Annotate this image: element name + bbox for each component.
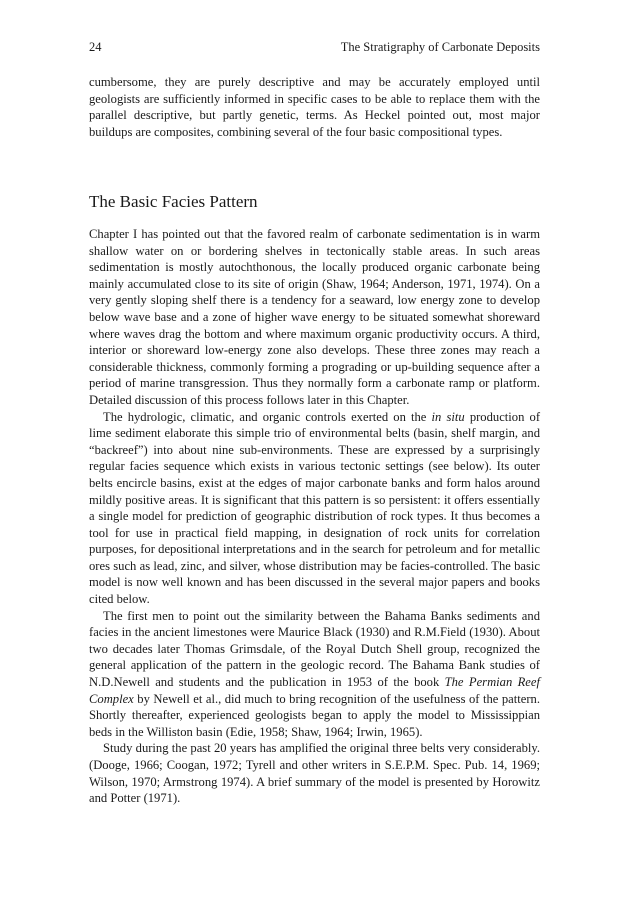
paragraph-2 xyxy=(89,409,540,608)
paragraph-2-text-a: The hydrologic, climatic, and organic controls exerted on the xyxy=(103,409,432,424)
body-text-block xyxy=(89,226,540,807)
intro-text-block xyxy=(89,74,540,140)
page-number: 24 xyxy=(89,40,102,54)
paragraph-3 xyxy=(89,608,540,741)
paragraph-2-text-b: production of lime sediment elaborate this simple trio of environmental belts (basin, shelf margin, and “backreef”) into about nine sub-environments. These are expressed by a surprisingly regular facies sequence which exists in various tectonic settings (see below). Its outer belts encircle basins, exist at the edges of major carbonate banks and form halos around mildly positive areas. It is significant that this pattern is so persistent: it offers essentially a single model for prediction of geographic distribution of rock types. It thus becomes a tool for use in practical field mapping, in designation of rock units for correlation purposes, for depositional interpretations and in the search for petroleum and for metallic ores such as lead, zinc, and silver, whose distribution may be facies-controlled. The basic model is now well known and has been discussed in the several major papers and books cited below. xyxy=(89,409,541,607)
paragraph-1: Chapter I has pointed out that the favored realm of carbonate sedimentation is in warm shallow water on or bordering shelves in tectonically stable areas. In such areas sedimentation is mostly autochthonous, the locally produced organic carbonate being mainly accumulated close to its site of origin (Shaw, 1964; Anderson, 1971, 1974). On a very gently sloping shelf there is a tendency for a seaward, low energy zone to develop below wave base and a zone of higher wave energy to be situated somewhat shoreward where waves drag the bottom and where maximum organic productivity occurs. A third, interior or shoreward low-energy zone also develops. These three zones may reach a considerable thickness, commonly forming a prograding or up-building sequence after a period of marine transgression. Thus they normally form a carbonate ramp or platform. Detailed discussion of this process follows later in this Chapter. xyxy=(89,227,540,407)
paragraph-3-italic: The Permian Reef Complex xyxy=(89,675,540,706)
paragraph-3-text-b: by Newell et al., did much to bring recognition of the usefulness of the pattern. Shortly thereafter, experienced geologists began to apply the model to Mississippian beds in the Williston basin (Edie, 1958; Shaw, 1964; Irwin, 1965). xyxy=(89,691,540,739)
section-heading: The Basic Facies Pattern xyxy=(89,192,258,211)
paragraph-2-italic: in situ xyxy=(431,409,465,424)
intro-paragraph: cumbersome, they are purely descriptive and may be accurately employed until geologists are sufficiently informed in specific cases to be able to replace them with the parallel descriptive, but partly genetic, terms. As Heckel pointed out, most major buildups are composites, combining several of the four basic compositional types. xyxy=(89,75,540,139)
paragraph-4: Study during the past 20 years has amplified the original three belts very considerably. (Dooge, 1966; Coogan, 1972; Tyrell and other writers in S.E.P.M. Spec. Pub. 14, 1969; Wilson, 1970; Armstrong 1974). A brief summary of the model is presented by Horowitz and Potter (1971). xyxy=(89,741,540,806)
running-title: The Stratigraphy of Carbonate Deposits xyxy=(340,40,540,54)
running-header xyxy=(89,40,540,55)
paragraph-3-text-a: The first men to point out the similarity between the Bahama Banks sediments and facies in the ancient limestones were Maurice Black (1930) and R.M.Field (1930). About two decades later Thomas Grimsdale, of the Royal Dutch Shell group, recognized the general application of the pattern in the geologic record. The Bahama Bank studies of N.D.Newell and students and the publication in 1953 of the book xyxy=(89,608,540,690)
